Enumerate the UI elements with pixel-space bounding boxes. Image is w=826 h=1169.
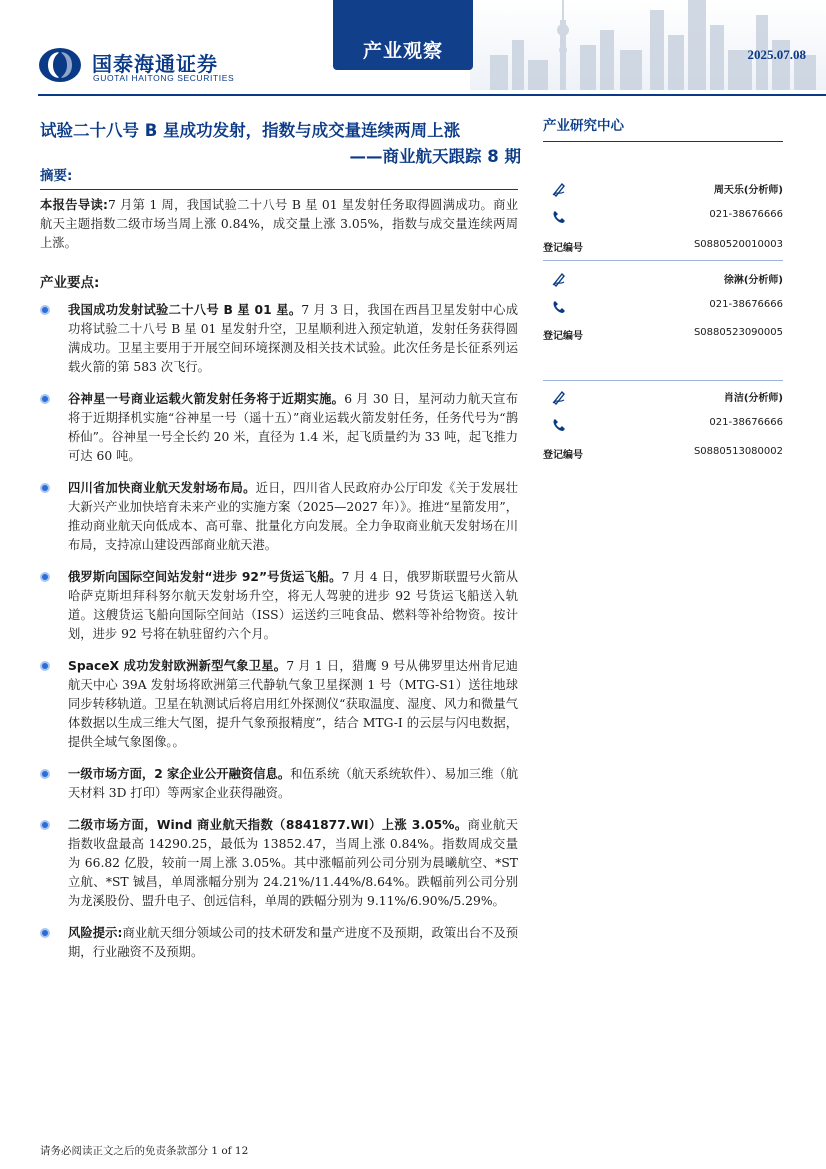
report-type-tag	[333, 0, 473, 70]
report-date: 2025.07.08	[747, 47, 806, 62]
key-point-headline: 我国成功发射试验二十八号 B 星 01 星。	[68, 303, 302, 317]
company-logo	[38, 47, 82, 83]
bullet-dot-icon	[40, 769, 50, 779]
key-point-headline: 二级市场方面，Wind 商业航天指数（8841877.WI）上涨 3.05%。	[68, 818, 468, 832]
brand-name-english: GUOTAI HAITONG SECURITIES	[93, 73, 235, 83]
phone-icon	[551, 417, 567, 433]
summary-lead-text: 7 月第 1 周，我国试验二十八号 B 星 01 星发射任务取得圆满成功。商业航天主题指数二级市场当周上涨 0.84%，成交量上涨 3.05%，指数与成交量连续两周上涨。	[40, 198, 518, 250]
page-footer: 请务必阅读正文之后的免责条款部分 1 of 12	[40, 1145, 249, 1157]
page-header	[0, 0, 826, 96]
analyst-phone-row	[543, 414, 783, 436]
analyst-name: 肖洁(分析师)	[723, 393, 783, 404]
analyst-registration-row	[543, 443, 783, 465]
registration-label: 登记编号	[543, 450, 583, 461]
report-type-label: 产业观察	[362, 40, 443, 62]
key-point-headline: 谷神星一号商业运载火箭发射任务将于近期实施。	[68, 392, 345, 406]
pen-icon	[551, 271, 567, 287]
key-point-text: 商业航天指数收盘最高 14290.25，最低为 13852.47，当周上涨 0.84%。指数周成交量为 66.82 亿股，较前一周上涨 3.05%。其中涨幅前列公司分别为晨曦航空、*ST 立航、*ST 铖昌，单周涨幅分别为 24.21%/11.44%/8.64%。跌幅前列公司分别为龙溪股份、盟升电子、创远信科，单周的跌幅分别为 9.11%/6.90%/5.29%。	[68, 818, 518, 908]
key-point-text: 7 月 1 日，猎鹰 9 号从佛罗里达州肯尼迪航天中心 39A 发射场将欧洲第三代静轨气象卫星探测 1 号（MTG-S1）送往地球同步转移轨道。卫星在轨测试后将启用红外探测仪“获取温度、湿度、风力和微量气体数据以生成三维大气图，提升气象预报精度”，结合 MTG-I 的云层与闪电数据，提供全域气象图像。。	[68, 659, 518, 749]
analyst-sidebar	[543, 112, 783, 461]
bullet-dot-icon	[40, 483, 50, 493]
analyst-name-row	[543, 178, 783, 200]
bullet-dot-icon	[40, 394, 50, 404]
bullet-dot-icon	[40, 820, 50, 830]
analyst-name-row	[543, 386, 783, 408]
risk-warning-label: 风险提示:	[68, 926, 123, 940]
report-summary	[40, 196, 518, 253]
key-point-item	[40, 568, 518, 644]
phone-icon	[551, 299, 567, 315]
key-point-item	[40, 390, 518, 466]
analyst-card	[543, 142, 783, 254]
key-point-item	[40, 479, 518, 555]
brand-name: 国泰海通证券	[92, 52, 218, 76]
key-point-text: 和伍系统（航天系统软件）、易加三维（航天材料 3D 打印）等两家企业获得融资。	[68, 767, 518, 800]
pen-icon	[551, 389, 567, 405]
key-point-item	[40, 816, 518, 911]
bullet-dot-icon	[40, 661, 50, 671]
city-skyline-image	[470, 0, 826, 90]
research-center-heading: 产业研究中心	[543, 112, 783, 142]
risk-warning-item	[40, 924, 518, 962]
key-points-heading: 产业要点:	[40, 275, 100, 291]
abstract-heading: 摘要:	[40, 166, 518, 190]
key-point-headline: SpaceX 成功发射欧洲新型气象卫星。	[68, 659, 287, 673]
report-subtitle: ——商业航天跟踪 8 期	[349, 147, 521, 166]
main-column	[40, 166, 518, 975]
pen-icon	[551, 181, 567, 197]
phone-icon	[551, 209, 567, 225]
registration-number: S0880513080002	[693, 446, 783, 457]
analyst-phone-row	[543, 296, 783, 318]
key-point-headline: 一级市场方面，2 家企业公开融资信息。	[68, 767, 291, 781]
analyst-phone[interactable]: 021-38676666	[709, 299, 783, 310]
registration-number: S0880520010003	[693, 239, 783, 250]
analyst-name-row	[543, 268, 783, 290]
analyst-registration-row	[543, 324, 783, 346]
key-point-item	[40, 301, 518, 377]
analyst-phone[interactable]: 021-38676666	[709, 417, 783, 428]
key-point-item	[40, 657, 518, 752]
analyst-phone[interactable]: 021-38676666	[709, 209, 783, 220]
registration-label: 登记编号	[543, 331, 583, 342]
risk-warning-text: 商业航天细分领域公司的技术研发和量产进度不及预期，政策出台不及预期，行业融资不及预期。	[68, 926, 518, 959]
registration-number: S0880523090005	[693, 327, 783, 338]
registration-label: 登记编号	[543, 243, 583, 254]
key-point-text: 7 月 3 日，我国在西昌卫星发射中心成功将试验二十八号 B 星 01 星发射升空，卫星顺利进入预定轨道，发射任务获得圆满成功。卫星主要用于开展空间环境探测及相关技术试验。此次任务是长征系列运载火箭的第 583 次飞行。	[68, 303, 518, 374]
summary-lead-label: 本报告导读:	[40, 198, 108, 212]
key-point-text: 6 月 30 日，星河动力航天宣布将于近期择机实施“谷神星一号（遥十五）”商业运载火箭发射任务，任务代号为“鹊桥仙”。谷神星一号全长约 20 米，直径为 1.4 米，起飞质量约为 33 吨，起飞推力可达 60 吨。	[68, 392, 518, 463]
report-title: 试验二十八号 B 星成功发射，指数与成交量连续两周上涨	[40, 121, 461, 140]
analyst-card	[543, 232, 783, 342]
analyst-name: 徐淋(分析师)	[723, 275, 783, 286]
bullet-dot-icon	[40, 305, 50, 315]
analyst-name: 周天乐(分析师)	[713, 185, 783, 196]
analyst-card	[543, 352, 783, 461]
key-point-headline: 四川省加快商业航天发射场布局。	[68, 481, 256, 495]
header-divider	[38, 94, 826, 96]
key-point-text: 近日，四川省人民政府办公厅印发《关于发展壮大新兴产业加快培育未来产业的实施方案（2025—2027 年）》。推进“星箭发用”，推动商业航天向低成本、高可靠、批量化方向发展。全力争取商业航天发射场在川布局，支持凉山建设西部商业航天港。	[68, 481, 518, 552]
bullet-dot-icon	[40, 572, 50, 582]
bullet-dot-icon	[40, 928, 50, 938]
key-point-text: 7 月 4 日，俄罗斯联盟号火箭从哈萨克斯坦拜科努尔航天发射场升空，将无人驾驶的进步 92 号货运飞船送入轨道。这艘货运飞船向国际空间站（ISS）运送约三吨食品、燃料等补给物资。按计划，进步 92 号将在轨驻留约六个月。	[68, 570, 519, 641]
key-point-headline: 俄罗斯向国际空间站发射“进步 92”号货运飞船。	[68, 570, 342, 584]
key-point-item	[40, 765, 518, 803]
analyst-phone-row	[543, 206, 783, 228]
